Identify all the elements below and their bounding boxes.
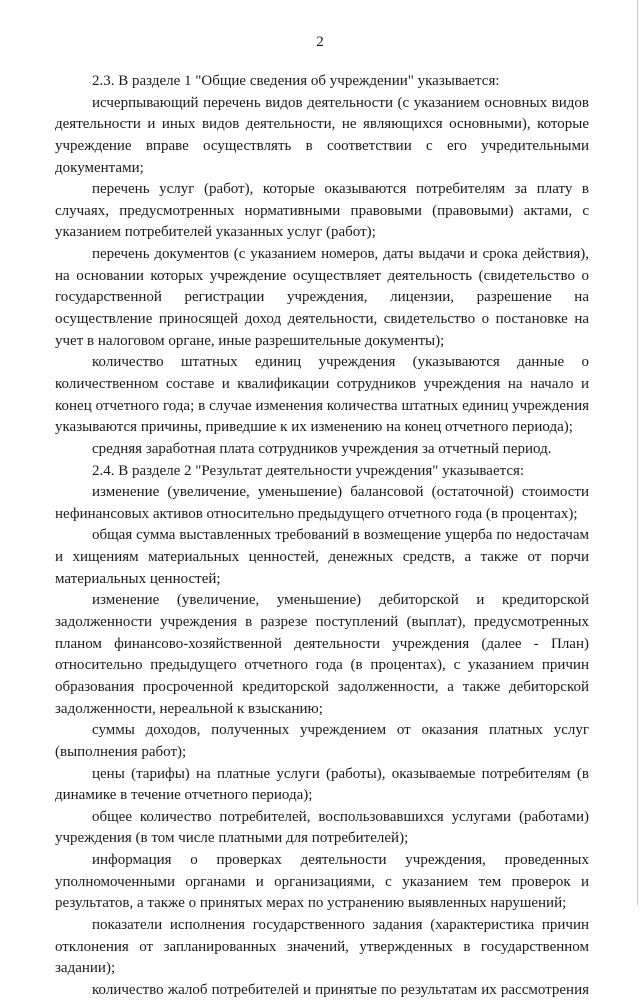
text-line: информация о проверках деятельности учреждения, проведенных — [92, 852, 589, 869]
text-line: суммы доходов, полученных учреждением от оказания платных услуг — [92, 722, 589, 739]
text-line: общая сумма выставленных требований в возмещение ущерба по недостачам — [92, 527, 589, 544]
text-line: перечень документов (с указанием номеров, даты выдачи и срока действия), — [92, 246, 589, 263]
text-line: показатели исполнения государственного задания (характеристика причин — [92, 916, 589, 933]
text-line: задолженности, нереальной к взысканию; — [55, 700, 323, 717]
text-line: количество штатных единиц учреждения (указываются данные о — [92, 354, 589, 371]
text-line: общее количество потребителей, воспользовавшихся услугами (работами) — [92, 808, 589, 825]
text-line: результатов, а также о принятых мерах по устранению выявленных нарушений; — [55, 895, 567, 912]
text-line: задании); — [55, 960, 116, 977]
text-line: образования просроченной кредиторской задолженности, а также дебиторской — [55, 678, 589, 695]
text-line: средняя заработная плата сотрудников учреждения за отчетный период. — [92, 440, 552, 457]
text-line: изменение (увеличение, уменьшение) дебиторской и кредиторской — [92, 592, 589, 609]
text-line: (выполнения работ); — [55, 743, 187, 760]
text-line: относительно предыдущего отчетного года (в процентах), с указанием причин — [55, 657, 589, 674]
text-line: и хищениям материальных ценностей, денежных средств, а также от порчи — [55, 549, 589, 566]
text-line: количественном составе и квалификации сотрудников учреждения на начало и — [55, 375, 589, 392]
text-line: учреждение вправе осуществлять в соответствии с его учредительными — [55, 137, 589, 154]
scan-edge-line — [637, 0, 638, 905]
text-line: государственной регистрации учреждения, лицензии, разрешение на — [55, 289, 589, 306]
text-line: исчерпывающий перечень видов деятельности (с указанием основных видов — [92, 94, 589, 111]
text-line: документами; — [55, 159, 144, 176]
text-line: изменение (увеличение, уменьшение) балансовой (остаточной) стоимости — [92, 484, 589, 501]
text-line: задолженности учреждения в разрезе поступлений (выплат), предусмотренных — [55, 614, 589, 631]
text-line: количество жалоб потребителей и принятые по результатам их рассмотрения — [92, 981, 589, 998]
document-body — [55, 71, 589, 1002]
text-line: материальных ценностей; — [55, 570, 221, 587]
text-line: динамике в течение отчетного периода); — [55, 787, 313, 804]
text-line: осуществление приносящей доход деятельности, свидетельство о постановке на — [55, 311, 589, 328]
text-line: отклонения от запланированных значений, утвержденных в государственном — [55, 938, 589, 955]
text-line: нефинансовых активов относительно предыдущего отчетного года (в процентах); — [55, 505, 578, 522]
text-line: 2.3. В разделе 1 "Общие сведения об учреждении" указывается: — [92, 73, 500, 89]
text-line: указанием потребителей указанных услуг (работ); — [55, 224, 376, 241]
text-line: уполномоченными органами и организациями, с указанием тем проверок и — [55, 873, 589, 890]
text-line: случаях, предусмотренных нормативными правовыми (правовыми) актами, с — [55, 202, 589, 219]
text-line: конец отчетного года; в случае изменения количества штатных единиц учреждения — [55, 397, 589, 414]
text-line: планом финансово-хозяйственной деятельности учреждения (далее - План) — [55, 635, 589, 652]
text-line: 2.4. В разделе 2 "Результат деятельности учреждения" указывается: — [92, 462, 525, 479]
text-line: учреждения (в том числе платными для потребителей); — [55, 830, 409, 847]
text-line: указываются причины, приведшие к их изменению на конец отчетного периода); — [55, 419, 573, 436]
text-line: перечень услуг (работ), которые оказываются потребителям за плату в — [92, 181, 589, 198]
page-number: 2 — [316, 34, 324, 50]
text-line: цены (тарифы) на платные услуги (работы), оказываемые потребителям (в — [92, 765, 589, 782]
text-line: учет в налоговом органе, иные разрешительные документы); — [55, 332, 445, 349]
text-line: деятельности и иных видов деятельности, не являющихся основными), которые — [55, 116, 589, 133]
text-line: на основании которых учреждение осуществляет деятельность (свидетельство о — [55, 267, 589, 284]
